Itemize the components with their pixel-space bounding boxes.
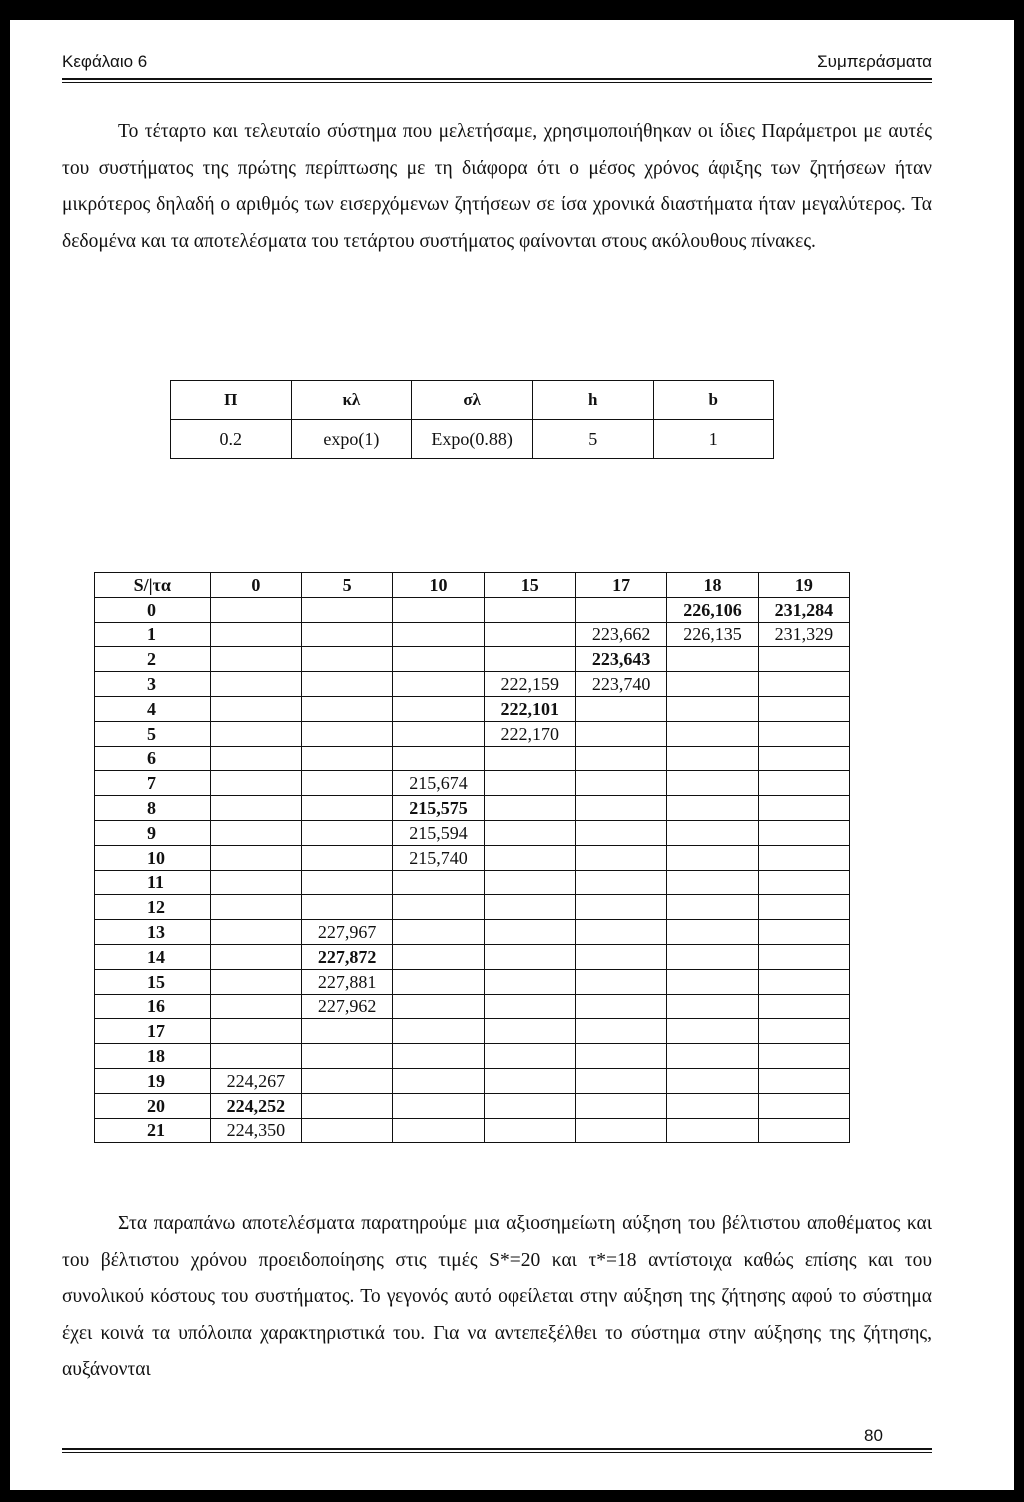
table-cell (210, 870, 301, 895)
table-cell: 227,881 (301, 969, 392, 994)
table-cell (575, 969, 666, 994)
table-cell (758, 771, 849, 796)
table-cell: 215,740 (393, 845, 484, 870)
column-header-cell: 10 (393, 573, 484, 598)
row-header-cell: 4 (95, 696, 211, 721)
table-cell (484, 870, 575, 895)
row-header-cell: 20 (95, 1093, 211, 1118)
table-cell (210, 944, 301, 969)
table-cell (393, 597, 484, 622)
table-cell (210, 721, 301, 746)
table-cell (758, 969, 849, 994)
table-row (95, 647, 850, 672)
parameter-header-cell: κλ (291, 381, 412, 420)
table-cell (575, 796, 666, 821)
table-row (95, 696, 850, 721)
parameter-header-cell: Π (171, 381, 292, 420)
table-cell (301, 696, 392, 721)
table-cell (758, 870, 849, 895)
conclusion-paragraph: Στα παραπάνω αποτελέσματα παρατηρούμε μια αξιοσημείωτη αύξηση του βέλτιστου αποθέματος και του βέλτιστου χρόνου προειδοποίησης στις τιμές S*=20 και τ*=18 αντίστοιχα καθώς επίσης και του συνολικού κόστους του συστήματος. Το γεγονός αυτό οφείλεται στην αύξηση της ζήτησης αφού το σύστημα έχει κοινά τα υπόλοιπα χαρακτηριστικά του. Για να αντεπεξέλθει το σύστημα στην αύξησης της ζήτησης, αυξάνονται (62, 1213, 932, 1380)
parameter-header-cell: σλ (412, 381, 533, 420)
table-cell (575, 771, 666, 796)
results-table (94, 572, 850, 1143)
table-cell (667, 969, 758, 994)
table-row (95, 969, 850, 994)
table-cell (393, 622, 484, 647)
table-cell (667, 920, 758, 945)
parameter-value-cell: expo(1) (291, 420, 412, 459)
table-row (95, 1093, 850, 1118)
table-cell (210, 696, 301, 721)
table-cell (575, 994, 666, 1019)
table-cell (667, 771, 758, 796)
parameter-value-cell: 1 (653, 420, 774, 459)
table-cell (575, 870, 666, 895)
table-cell (758, 1093, 849, 1118)
table-cell (575, 696, 666, 721)
table-cell (667, 870, 758, 895)
table-cell (210, 820, 301, 845)
table-cell (758, 696, 849, 721)
table-cell (484, 920, 575, 945)
table-cell (210, 920, 301, 945)
column-header-cell: 18 (667, 573, 758, 598)
row-header-cell: 12 (95, 895, 211, 920)
table-cell (575, 746, 666, 771)
table-cell (301, 796, 392, 821)
table-cell (484, 647, 575, 672)
table-row (95, 622, 850, 647)
table-cell: 231,284 (758, 597, 849, 622)
table-cell (667, 895, 758, 920)
row-header-cell: 21 (95, 1118, 211, 1143)
table-cell (210, 647, 301, 672)
table-cell (393, 944, 484, 969)
table-cell (393, 870, 484, 895)
table-row (95, 895, 850, 920)
table-cell (484, 796, 575, 821)
table-cell (758, 796, 849, 821)
table-cell (667, 845, 758, 870)
table-cell (575, 1068, 666, 1093)
results-header-row (95, 573, 850, 598)
table-cell (484, 622, 575, 647)
table-cell (484, 820, 575, 845)
parameter-value-cell: 0.2 (171, 420, 292, 459)
table-cell (667, 1019, 758, 1044)
table-row (95, 796, 850, 821)
table-cell (575, 944, 666, 969)
table-cell (667, 721, 758, 746)
table-cell (210, 672, 301, 697)
row-header-cell: 6 (95, 746, 211, 771)
row-header-cell: 18 (95, 1044, 211, 1069)
table-cell (484, 845, 575, 870)
row-header-cell: 17 (95, 1019, 211, 1044)
row-header-cell: 10 (95, 845, 211, 870)
table-cell (301, 622, 392, 647)
table-cell (575, 721, 666, 746)
table-cell (301, 672, 392, 697)
table-cell: 222,159 (484, 672, 575, 697)
row-header-cell: 14 (95, 944, 211, 969)
table-cell (393, 696, 484, 721)
section-label: Συμπεράσματα (817, 52, 932, 71)
page-header (62, 52, 932, 72)
table-cell (667, 696, 758, 721)
column-header-cell: S/|τα (95, 573, 211, 598)
table-cell (758, 944, 849, 969)
row-header-cell: 7 (95, 771, 211, 796)
table-row (95, 672, 850, 697)
table-row (95, 870, 850, 895)
table-cell (301, 1093, 392, 1118)
table-cell (758, 895, 849, 920)
table-cell (484, 895, 575, 920)
table-cell (393, 969, 484, 994)
table-cell (301, 1019, 392, 1044)
table-cell (667, 820, 758, 845)
table-row (95, 597, 850, 622)
table-cell (575, 845, 666, 870)
table-cell (575, 920, 666, 945)
table-cell (575, 1118, 666, 1143)
table-cell (210, 1044, 301, 1069)
column-header-cell: 17 (575, 573, 666, 598)
table-cell (210, 622, 301, 647)
table-cell (393, 1093, 484, 1118)
column-header-cell: 0 (210, 573, 301, 598)
table-cell (758, 647, 849, 672)
footer-rule (62, 1448, 932, 1450)
table-row (95, 1044, 850, 1069)
table-cell (393, 672, 484, 697)
table-row (95, 721, 850, 746)
table-cell (667, 1118, 758, 1143)
table-cell (575, 895, 666, 920)
parameters-value-row (171, 420, 774, 459)
parameter-header-cell: h (533, 381, 653, 420)
table-cell (210, 746, 301, 771)
table-cell (301, 895, 392, 920)
table-cell (575, 820, 666, 845)
table-cell: 224,252 (210, 1093, 301, 1118)
table-cell: 226,106 (667, 597, 758, 622)
column-header-cell: 5 (301, 573, 392, 598)
table-cell: 223,643 (575, 647, 666, 672)
table-cell (301, 647, 392, 672)
table-cell (301, 771, 392, 796)
table-cell (484, 746, 575, 771)
table-cell: 227,967 (301, 920, 392, 945)
row-header-cell: 3 (95, 672, 211, 697)
table-cell (393, 1118, 484, 1143)
table-cell: 215,575 (393, 796, 484, 821)
table-row (95, 746, 850, 771)
table-cell (393, 647, 484, 672)
table-cell (301, 870, 392, 895)
row-header-cell: 1 (95, 622, 211, 647)
table-cell (393, 994, 484, 1019)
table-cell (575, 597, 666, 622)
table-cell: 223,740 (575, 672, 666, 697)
table-cell (210, 796, 301, 821)
table-cell: 227,962 (301, 994, 392, 1019)
footer-rule-thin (62, 1452, 932, 1453)
table-cell: 224,267 (210, 1068, 301, 1093)
table-cell (484, 994, 575, 1019)
table-cell (758, 1118, 849, 1143)
table-cell (484, 1118, 575, 1143)
table-row (95, 1068, 850, 1093)
table-cell (667, 746, 758, 771)
table-cell (758, 721, 849, 746)
table-cell (758, 1044, 849, 1069)
parameter-value-cell: 5 (533, 420, 653, 459)
table-cell: 224,350 (210, 1118, 301, 1143)
table-cell (393, 721, 484, 746)
table-cell (393, 1068, 484, 1093)
intro-paragraph: Το τέταρτο και τελευταίο σύστημα που μελετήσαμε, χρησιμοποιήθηκαν οι ίδιες Παράμετροι με αυτές του συστήματος της πρώτης περίπτωσης με τη διάφορα ότι ο μέσος χρόνος άφιξης των ζητήσεων ήταν μικρότερος δηλαδή ο αριθμός των εισερχόμενων ζητήσεων σε ίσα χρονικά διαστήματα ήταν μεγαλύτερος. Τα δεδομένα και τα αποτελέσματα του τετάρτου συστήματος φαίνονται στους ακόλουθους πίνακες. (62, 121, 932, 252)
page-number: 80 (864, 1426, 883, 1445)
table-cell (667, 944, 758, 969)
table-cell (301, 1118, 392, 1143)
table-cell (301, 721, 392, 746)
table-cell (210, 895, 301, 920)
row-header-cell: 0 (95, 597, 211, 622)
table-cell (301, 746, 392, 771)
table-cell: 226,135 (667, 622, 758, 647)
column-header-cell: 15 (484, 573, 575, 598)
table-cell (575, 1093, 666, 1118)
table-cell (484, 771, 575, 796)
table-cell (210, 969, 301, 994)
row-header-cell: 16 (95, 994, 211, 1019)
table-cell (758, 845, 849, 870)
table-cell (484, 1068, 575, 1093)
table-cell (758, 746, 849, 771)
table-cell (667, 1093, 758, 1118)
table-cell: 227,872 (301, 944, 392, 969)
table-row (95, 994, 850, 1019)
parameters-header-row (171, 381, 774, 420)
table-cell (758, 820, 849, 845)
table-cell (210, 845, 301, 870)
table-cell: 231,329 (758, 622, 849, 647)
table-cell (393, 920, 484, 945)
table-cell (301, 820, 392, 845)
table-cell (484, 969, 575, 994)
table-cell (758, 920, 849, 945)
table-cell (484, 1093, 575, 1118)
table-cell (667, 1068, 758, 1093)
header-rule-thin (62, 82, 932, 83)
table-cell: 215,594 (393, 820, 484, 845)
table-cell (484, 1019, 575, 1044)
table-cell (667, 796, 758, 821)
table-cell (575, 1044, 666, 1069)
table-row (95, 1118, 850, 1143)
parameters-table (170, 380, 774, 459)
table-cell (210, 597, 301, 622)
table-cell (210, 1019, 301, 1044)
table-cell: 215,674 (393, 771, 484, 796)
column-header-cell: 19 (758, 573, 849, 598)
table-cell (210, 994, 301, 1019)
table-cell: 223,662 (575, 622, 666, 647)
chapter-label: Κεφάλαιο 6 (62, 52, 148, 71)
row-header-cell: 8 (95, 796, 211, 821)
table-cell (210, 771, 301, 796)
table-row (95, 845, 850, 870)
table-row (95, 771, 850, 796)
table-cell (393, 1019, 484, 1044)
document-page (10, 20, 1014, 1490)
table-cell (393, 746, 484, 771)
table-row (95, 920, 850, 945)
table-row (95, 820, 850, 845)
header-rule (62, 78, 932, 80)
table-cell (393, 1044, 484, 1069)
table-cell (575, 1019, 666, 1044)
row-header-cell: 2 (95, 647, 211, 672)
table-cell (484, 1044, 575, 1069)
table-cell (484, 944, 575, 969)
table-cell: 222,170 (484, 721, 575, 746)
table-cell (301, 1068, 392, 1093)
row-header-cell: 9 (95, 820, 211, 845)
table-cell (667, 1044, 758, 1069)
row-header-cell: 15 (95, 969, 211, 994)
table-cell (758, 672, 849, 697)
table-cell (301, 597, 392, 622)
table-cell (393, 895, 484, 920)
table-cell (758, 1068, 849, 1093)
table-cell (758, 994, 849, 1019)
row-header-cell: 11 (95, 870, 211, 895)
parameter-value-cell: Expo(0.88) (412, 420, 533, 459)
table-cell (667, 994, 758, 1019)
table-cell: 222,101 (484, 696, 575, 721)
parameter-header-cell: b (653, 381, 774, 420)
row-header-cell: 13 (95, 920, 211, 945)
table-cell (301, 1044, 392, 1069)
row-header-cell: 5 (95, 721, 211, 746)
table-row (95, 944, 850, 969)
table-cell (484, 597, 575, 622)
table-cell (301, 845, 392, 870)
table-cell (758, 1019, 849, 1044)
table-cell (667, 647, 758, 672)
row-header-cell: 19 (95, 1068, 211, 1093)
table-row (95, 1019, 850, 1044)
table-cell (667, 672, 758, 697)
